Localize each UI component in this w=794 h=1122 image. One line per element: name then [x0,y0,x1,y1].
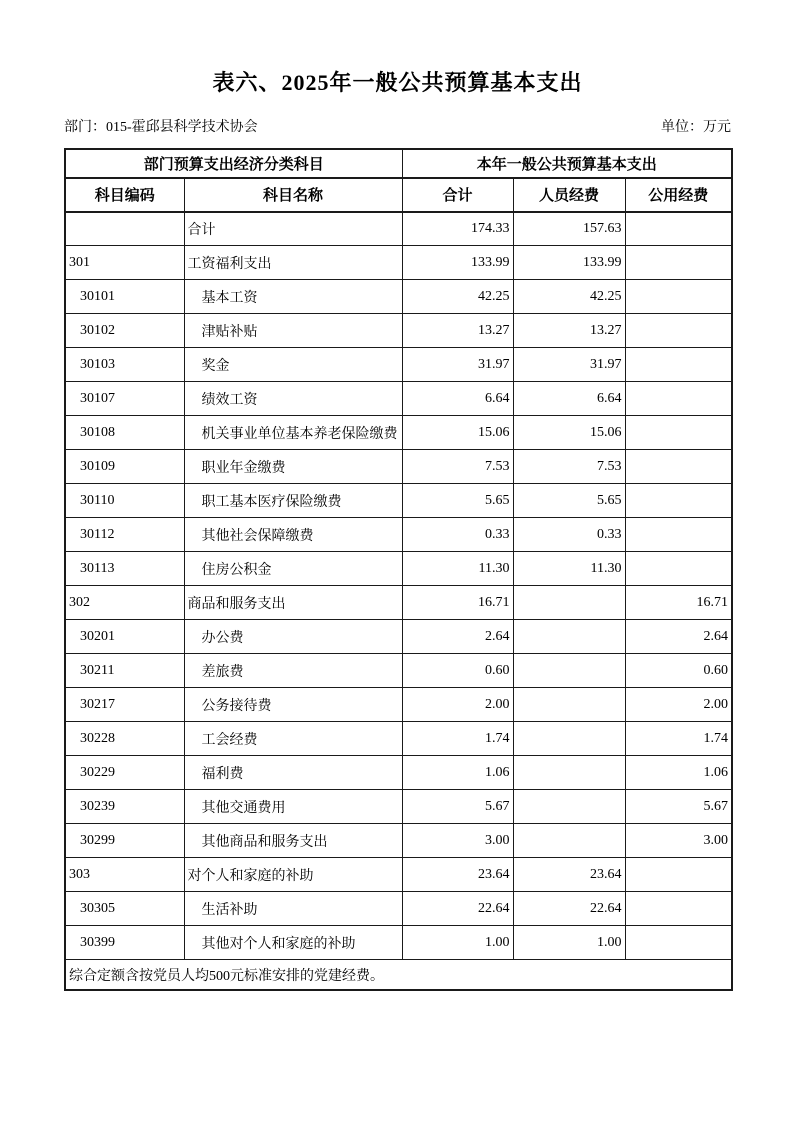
cell-personnel: 15.06 [513,416,625,450]
table-row [65,654,732,688]
table-row [65,212,732,246]
cell-personnel [513,756,625,790]
cell-code: 303 [65,858,184,892]
cell-total: 22.64 [402,892,513,926]
cell-total: 15.06 [402,416,513,450]
cell-total: 42.25 [402,280,513,314]
table-row [65,620,732,654]
cell-code: 30108 [65,416,184,450]
cell-personnel [513,722,625,756]
cell-total: 2.64 [402,620,513,654]
cell-personnel [513,790,625,824]
department-label: 部门：015-霍邱县科学技术协会 [64,119,258,135]
cell-total: 2.00 [402,688,513,722]
cell-total: 5.67 [402,790,513,824]
table-row [65,926,732,960]
cell-public [625,246,732,280]
cell-total: 1.74 [402,722,513,756]
cell-personnel: 157.63 [513,212,625,246]
table-row [65,892,732,926]
cell-name: 职业年金缴费 [184,450,402,484]
meta-row [64,119,731,137]
cell-public [625,926,732,960]
cell-name: 生活补助 [184,892,402,926]
cell-public [625,280,732,314]
footnote-row [65,960,732,990]
group-header-row [65,149,732,178]
cell-code: 30113 [65,552,184,586]
cell-public [625,892,732,926]
cell-name: 工资福利支出 [184,246,402,280]
table-row [65,348,732,382]
unit-label: 单位：万元 [661,119,731,135]
cell-name: 福利费 [184,756,402,790]
cell-public [625,212,732,246]
cell-name: 住房公积金 [184,552,402,586]
cell-personnel [513,688,625,722]
cell-personnel: 42.25 [513,280,625,314]
footnote-text: 综合定额含按党员人均500元标准安排的党建经费。 [65,960,732,990]
cell-personnel: 13.27 [513,314,625,348]
table-row [65,790,732,824]
table-row [65,756,732,790]
cell-name: 奖金 [184,348,402,382]
cell-name: 差旅费 [184,654,402,688]
cell-code: 30399 [65,926,184,960]
cell-personnel [513,824,625,858]
cell-public: 1.06 [625,756,732,790]
cell-code [65,212,184,246]
table-row [65,586,732,620]
table-row [65,552,732,586]
cell-personnel [513,620,625,654]
cell-public: 2.64 [625,620,732,654]
table-row [65,484,732,518]
cell-public: 5.67 [625,790,732,824]
cell-public [625,858,732,892]
cell-personnel: 7.53 [513,450,625,484]
table-row [65,382,732,416]
cell-total: 1.00 [402,926,513,960]
cell-code: 30239 [65,790,184,824]
cell-personnel: 1.00 [513,926,625,960]
table-row [65,824,732,858]
cell-code: 302 [65,586,184,620]
cell-personnel: 31.97 [513,348,625,382]
cell-code: 30107 [65,382,184,416]
cell-code: 301 [65,246,184,280]
column-header-personnel-funds: 人员经费 [513,178,625,212]
cell-name: 绩效工资 [184,382,402,416]
cell-name: 职工基本医疗保险缴费 [184,484,402,518]
cell-name: 合计 [184,212,402,246]
cell-code: 30305 [65,892,184,926]
cell-public [625,450,732,484]
table-row [65,416,732,450]
cell-total: 174.33 [402,212,513,246]
cell-personnel: 6.64 [513,382,625,416]
cell-total: 11.30 [402,552,513,586]
page-title: 表六、2025年一般公共预算基本支出 [212,70,583,95]
cell-public [625,314,732,348]
cell-code: 30102 [65,314,184,348]
cell-total: 31.97 [402,348,513,382]
table-body [65,212,732,960]
cell-code: 30211 [65,654,184,688]
column-header-public-funds: 公用经费 [625,178,732,212]
table-row [65,246,732,280]
cell-code: 30299 [65,824,184,858]
cell-personnel: 22.64 [513,892,625,926]
cell-public: 0.60 [625,654,732,688]
table-row [65,280,732,314]
cell-name: 其他社会保障缴费 [184,518,402,552]
table-row [65,314,732,348]
table-row [65,722,732,756]
cell-personnel: 133.99 [513,246,625,280]
cell-public [625,484,732,518]
cell-code: 30103 [65,348,184,382]
cell-public: 2.00 [625,688,732,722]
cell-personnel: 5.65 [513,484,625,518]
table-row [65,450,732,484]
cell-personnel: 23.64 [513,858,625,892]
cell-name: 其他商品和服务支出 [184,824,402,858]
table-row [65,518,732,552]
table-header [65,149,732,212]
column-header-total: 合计 [402,178,513,212]
cell-public: 3.00 [625,824,732,858]
cell-name: 商品和服务支出 [184,586,402,620]
budget-table [64,148,733,991]
cell-total: 0.33 [402,518,513,552]
column-header-row [65,178,732,212]
cell-total: 3.00 [402,824,513,858]
cell-total: 5.65 [402,484,513,518]
cell-name: 基本工资 [184,280,402,314]
cell-personnel: 0.33 [513,518,625,552]
group-header-current-year-basic-expenditure: 本年一般公共预算基本支出 [402,149,732,178]
cell-total: 7.53 [402,450,513,484]
cell-total: 13.27 [402,314,513,348]
cell-total: 0.60 [402,654,513,688]
cell-code: 30217 [65,688,184,722]
table-row [65,858,732,892]
cell-name: 公务接待费 [184,688,402,722]
cell-code: 30109 [65,450,184,484]
cell-public [625,518,732,552]
column-header-subject-name: 科目名称 [184,178,402,212]
group-header-economic-classification: 部门预算支出经济分类科目 [65,149,402,178]
cell-total: 133.99 [402,246,513,280]
cell-personnel [513,586,625,620]
column-header-subject-code: 科目编码 [65,178,184,212]
cell-public: 16.71 [625,586,732,620]
cell-name: 对个人和家庭的补助 [184,858,402,892]
cell-name: 津贴补贴 [184,314,402,348]
cell-total: 16.71 [402,586,513,620]
cell-name: 工会经费 [184,722,402,756]
cell-public [625,552,732,586]
cell-public [625,416,732,450]
cell-total: 6.64 [402,382,513,416]
cell-code: 30229 [65,756,184,790]
cell-name: 其他对个人和家庭的补助 [184,926,402,960]
cell-personnel: 11.30 [513,552,625,586]
table-footer [65,960,732,990]
cell-code: 30110 [65,484,184,518]
cell-code: 30112 [65,518,184,552]
cell-public [625,348,732,382]
cell-public: 1.74 [625,722,732,756]
cell-public [625,382,732,416]
cell-name: 其他交通费用 [184,790,402,824]
cell-name: 机关事业单位基本养老保险缴费 [184,416,402,450]
cell-name: 办公费 [184,620,402,654]
cell-total: 23.64 [402,858,513,892]
cell-total: 1.06 [402,756,513,790]
table-row [65,688,732,722]
cell-code: 30101 [65,280,184,314]
cell-personnel [513,654,625,688]
cell-code: 30201 [65,620,184,654]
cell-code: 30228 [65,722,184,756]
